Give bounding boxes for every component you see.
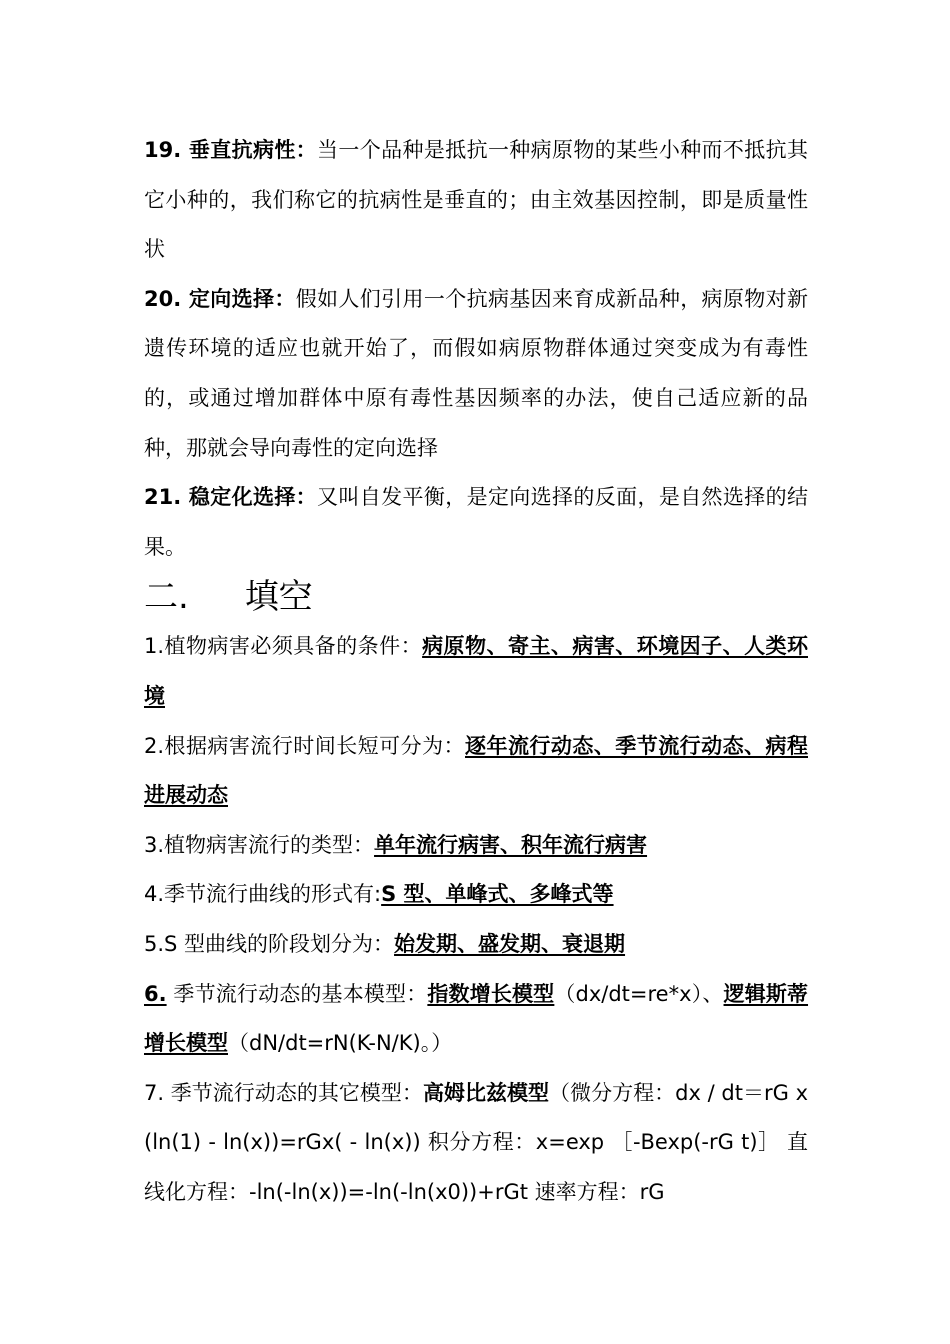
fill-item-4 bbox=[144, 870, 808, 920]
section-heading bbox=[144, 572, 808, 622]
definition-text: 又叫自发平衡，是定向选择的反面，是自然选择的结果。 bbox=[144, 485, 808, 559]
fill-item-answer: 逻辑斯蒂增长模型 bbox=[144, 981, 809, 1056]
fill-item-prefix: 3.植物病害流行的类型： bbox=[144, 832, 375, 857]
section-title: 填空 bbox=[244, 577, 313, 618]
fill-item-answer: 逐年流行动态、季节流行动态、病程进展动态 bbox=[144, 733, 808, 808]
fill-item-number: 6. bbox=[144, 981, 167, 1006]
fill-item-formula: （dN/dt=rN(K-N/K)。） bbox=[228, 1031, 453, 1056]
fill-item-answer: 指数增长模型 bbox=[427, 981, 555, 1006]
fill-item-prefix: 5.S 型曲线的阶段划分为： bbox=[144, 931, 395, 956]
fill-item-answer: 单年流行病害、积年流行病害 bbox=[374, 832, 648, 857]
fill-item-prefix: 1.植物病害必须具备的条件： bbox=[144, 634, 423, 659]
fill-item-prefix: 季节流行动态的基本模型： bbox=[166, 981, 428, 1006]
fill-item-answer: 病原物、寄主、病害、环境因子、人类环境 bbox=[144, 634, 808, 708]
fill-item-formula: （dx/dt=re*x）、 bbox=[554, 981, 724, 1006]
section-number: 二. bbox=[144, 577, 189, 618]
fill-item-answer: S 型、单峰式、多峰式等 bbox=[381, 882, 614, 907]
fill-item-5 bbox=[144, 920, 808, 970]
fill-item-2 bbox=[144, 722, 808, 821]
definition-term: 19. 垂直抗病性： bbox=[144, 138, 318, 162]
definition-term: 20. 定向选择： bbox=[144, 286, 296, 311]
fill-item-answer: 始发期、盛发期、衰退期 bbox=[394, 931, 626, 956]
fill-item-6 bbox=[144, 970, 808, 1069]
fill-item-prefix: 4.季节流行曲线的形式有: bbox=[144, 882, 382, 907]
fill-item-3 bbox=[144, 821, 808, 871]
fill-item-prefix: 7. 季节流行动态的其它模型： bbox=[144, 1080, 423, 1105]
fill-item-1 bbox=[144, 622, 808, 721]
definition-20 bbox=[144, 275, 808, 473]
document-page bbox=[144, 126, 808, 1217]
definition-text: 假如人们引用一个抗病基因来育成新品种，病原物对新遗传环境的适应也就开始了，而假如病原物群体通过突变成为有毒性的，或通过增加群体中原有毒性基因频率的办法，使自己适应新的品种，那就会导向毒性的定向选择 bbox=[144, 286, 809, 460]
definition-text: 当一个品种是抵抗一种病原物的某些小种而不抵抗其它小种的，我们称它的抗病性是垂直的；由主效基因控制，即是质量性状 bbox=[144, 138, 808, 262]
definition-term: 21. 稳定化选择： bbox=[144, 485, 318, 510]
definition-19 bbox=[144, 126, 808, 275]
fill-item-7 bbox=[144, 1069, 808, 1218]
fill-item-text: （微分方程：dx / dt＝rG x(ln(1) - ln(x))=rGx( - ln(x)) 积分方程：x=exp ［-Bexp(-rG t)］ 直线化方程：-ln(-ln(x))=-ln(-ln(x0))+rGt 速率方程：rG bbox=[144, 1080, 808, 1204]
definition-21 bbox=[144, 473, 808, 572]
fill-item-prefix: 2.根据病害流行时间长短可分为： bbox=[144, 733, 466, 758]
fill-item-answer: 高姆比兹模型 bbox=[422, 1080, 550, 1105]
